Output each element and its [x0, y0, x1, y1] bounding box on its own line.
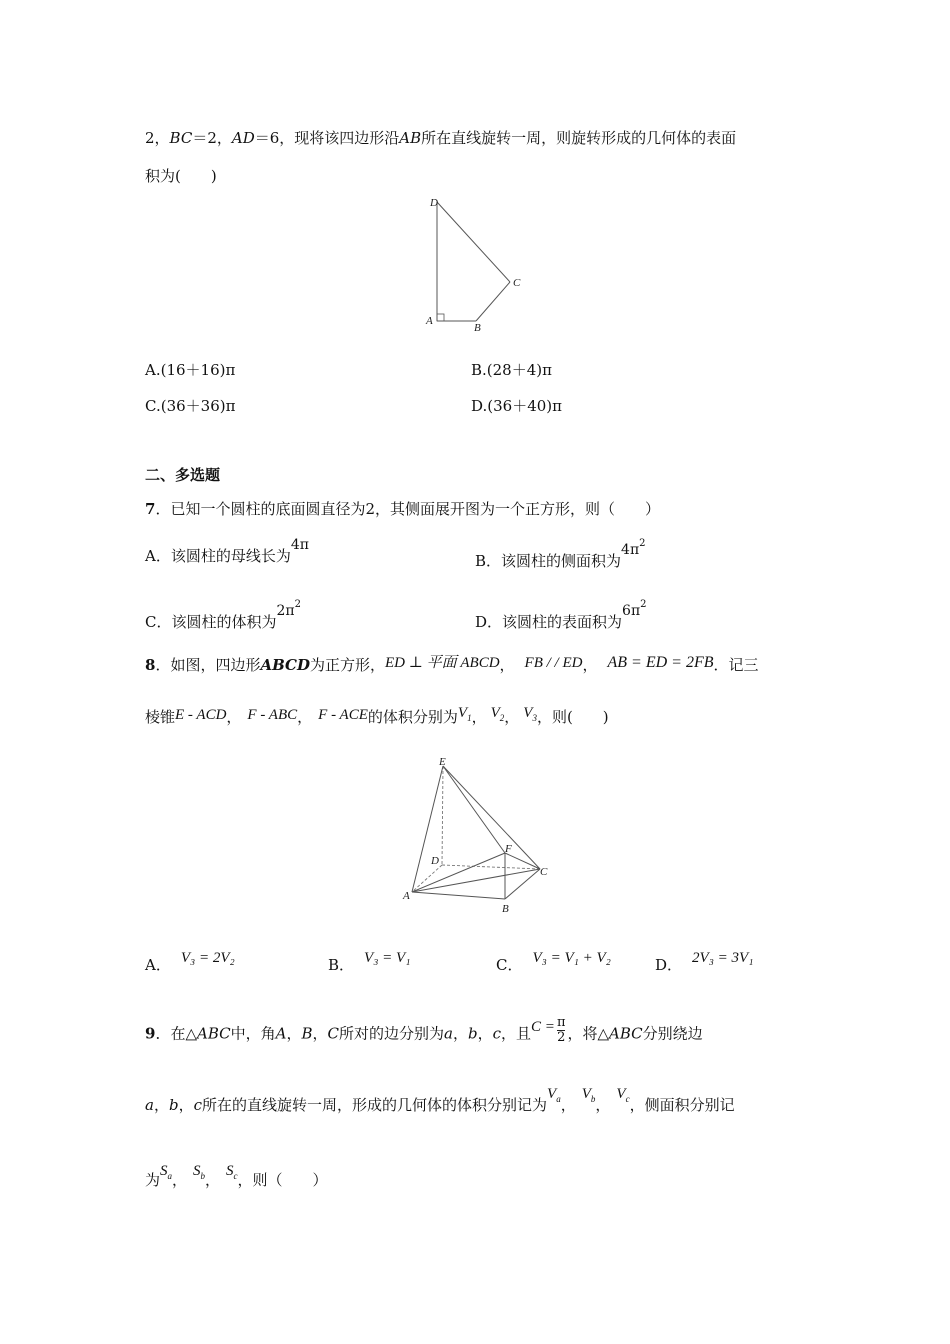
edge-fc [505, 853, 540, 869]
q7-d-label: D．该圆柱的表面积为 [475, 613, 623, 631]
q8-text: ， [226, 708, 242, 726]
q8-text: 的体积分别为 [367, 708, 458, 726]
edge-ea [412, 766, 443, 892]
q9-line1 [145, 1015, 703, 1049]
q8-v1-sub: 1 [467, 713, 472, 723]
q8-option-c[interactable] [496, 950, 611, 976]
q8-text: ．记三 [713, 656, 759, 674]
q8-pyramid-3: F - ACE [318, 707, 368, 723]
q8-b-formula: V₃ = V₁ [364, 950, 411, 966]
q7-text: ．已知一个圆柱的底面圆直径为2，其侧面展开图为一个正方形，则（ ） [155, 500, 660, 518]
q8-v3: V [523, 705, 533, 721]
q6-ad: AD [231, 129, 255, 147]
q8-pyramid-2: F - ABC [247, 707, 298, 723]
q6-bc: BC [169, 129, 193, 147]
q7-b-exponent: 2 [639, 538, 646, 549]
q8-line2 [145, 707, 609, 733]
q8-text: ， [499, 656, 515, 674]
q8-text: ， [582, 656, 598, 674]
right-angle-mark [437, 314, 444, 321]
q8-d-label: D． [655, 956, 683, 974]
q9-text: ， [560, 1096, 576, 1114]
q8-b-label: B． [328, 956, 355, 974]
q9-angle-c: C [327, 1024, 340, 1043]
q9-text: ， [452, 1024, 468, 1043]
q6-text: 2， [145, 129, 170, 147]
q8-c-label: C． [496, 956, 523, 974]
section-title: 二、多选题 [145, 466, 221, 484]
q8-text: ，则( ) [536, 708, 609, 726]
q9-angle-b: B [301, 1024, 313, 1043]
label-f: F [505, 843, 512, 855]
label-c: C [513, 277, 521, 289]
edge-ec [443, 766, 540, 869]
q8-text: ．如图，四边形 [155, 656, 261, 674]
q6-ab: AB [399, 129, 422, 147]
q7-number: 7 [145, 500, 156, 518]
q9-text: 所在的直线旋转一周，形成的几何体的体积分别记为 [202, 1096, 548, 1114]
q8-v3-sub: 3 [532, 713, 537, 723]
q9-condition-lhs: C = [531, 1018, 555, 1035]
q9-side-c: c [193, 1096, 202, 1114]
q9-side-b: b [468, 1024, 478, 1043]
q9-text: ， [153, 1096, 169, 1114]
q8-number: 8 [145, 656, 156, 674]
q9-va-sub: a [556, 1094, 561, 1104]
q8-text: ， [504, 708, 520, 726]
q9-fraction [557, 1016, 566, 1045]
q7-a-label: A．该圆柱的母线长为 [145, 547, 291, 565]
q9-fraction-denominator: 2 [557, 1030, 566, 1045]
q9-text: ， [595, 1096, 611, 1114]
q9-vc: V [616, 1086, 626, 1102]
q9-text: ， [205, 1171, 221, 1189]
q7-c-value: 2π [276, 603, 295, 619]
q7-stem [145, 499, 660, 519]
q7-b-label: B．该圆柱的侧面积为 [475, 552, 622, 570]
q8-a-formula: V₃ = 2V₂ [180, 950, 235, 966]
q9-sb: S [193, 1163, 201, 1179]
q9-text: ，侧面积分别记 [629, 1096, 735, 1114]
q9-sc: S [226, 1163, 234, 1179]
edge-bc [476, 282, 510, 321]
q8-v2: V [490, 705, 500, 721]
q9-text: 所对的边分别为 [339, 1024, 445, 1043]
q6-option-c[interactable]: C.(36＋36)π [145, 397, 236, 415]
q8-option-d[interactable] [655, 950, 754, 976]
q8-text: 为正方形， [310, 656, 386, 674]
q7-d-exponent: 2 [640, 599, 647, 610]
q7-b-value: 4π [621, 542, 640, 558]
q8-condition-parallel: FB / / ED [524, 655, 583, 671]
q9-text: ，且 [501, 1024, 532, 1043]
q7-d-value: 6π [622, 603, 641, 619]
q7-option-b[interactable] [475, 538, 646, 572]
q9-fraction-numerator: π [556, 1015, 566, 1030]
edge-ed [442, 766, 443, 865]
q6-option-b[interactable]: B.(28＋4)π [471, 361, 552, 379]
q7-c-label: C．该圆柱的体积为 [145, 613, 277, 631]
q8-d-formula: 2V₃ = 3V₁ [692, 950, 754, 966]
edge-ac [412, 869, 540, 892]
q9-sc-sub: c [233, 1171, 238, 1181]
q9-angle-a: A [275, 1024, 287, 1043]
q8-abcd: ABCD [260, 656, 310, 674]
pyramid-figure [395, 752, 560, 922]
q9-text: ， [286, 1024, 302, 1043]
q9-sa: S [160, 1163, 168, 1179]
label-d: D [431, 855, 439, 867]
label-d: D [430, 197, 438, 209]
q8-condition-lengths: AB = ED = 2FB [607, 654, 714, 671]
q7-option-c[interactable] [145, 599, 301, 633]
label-a: A [426, 315, 433, 327]
q8-text: ， [471, 708, 487, 726]
q8-option-a[interactable] [145, 950, 235, 976]
q8-line1 [145, 655, 759, 676]
edge-ef [443, 766, 505, 853]
q6-text: ＝2， [192, 129, 232, 147]
label-a: A [403, 890, 410, 902]
q9-abc: ABC [196, 1024, 231, 1043]
edge-ab [412, 892, 505, 899]
q6-line1 [145, 128, 736, 148]
q7-a-value: 4π [290, 537, 309, 553]
q8-v2-sub: 2 [499, 713, 505, 723]
q9-sa-sub: a [167, 1171, 173, 1181]
q9-line3 [145, 1163, 328, 1196]
label-e: E [439, 756, 446, 768]
q9-side-a: a [444, 1024, 453, 1043]
q9-side-c: c [492, 1024, 502, 1043]
q8-a-label: A． [145, 956, 171, 974]
q9-sb-sub: b [200, 1171, 206, 1181]
q7-option-a[interactable] [145, 537, 309, 567]
q6-text: ＝6，现将该四边形沿 [254, 129, 400, 147]
q9-line2 [145, 1086, 735, 1121]
q8-condition-perpendicular: ED ⊥ 平面 ABCD [385, 655, 500, 671]
q6-option-a[interactable]: A.(16＋16)π [145, 361, 236, 379]
q8-text: 棱锥 [145, 708, 176, 726]
label-b: B [502, 903, 509, 915]
q7-option-d[interactable] [475, 599, 647, 633]
q9-text: 中，角 [230, 1024, 276, 1043]
q9-text: ， [178, 1096, 194, 1114]
q6-option-d[interactable]: D.(36＋40)π [471, 397, 562, 415]
q8-v1: V [457, 705, 468, 721]
q6-text: 所在直线旋转一周，则旋转形成的几何体的表面 [421, 129, 737, 147]
label-c: C [540, 866, 548, 878]
q9-side-b: b [168, 1096, 179, 1114]
q9-text: ，将△ [567, 1024, 610, 1043]
label-b: B [474, 322, 481, 334]
trapezoid-figure [420, 190, 530, 335]
q9-side-a: a [145, 1096, 154, 1114]
q9-text: ，则（ ） [237, 1171, 328, 1189]
edge-cd [437, 202, 510, 282]
q9-text: ， [312, 1024, 328, 1043]
q9-va: V [547, 1086, 557, 1102]
q9-vb: V [581, 1086, 591, 1102]
q8-option-b[interactable] [328, 950, 411, 976]
q6-line2: 积为( ) [145, 167, 217, 185]
q9-text: ．在△ [155, 1024, 197, 1043]
edge-bc [505, 869, 540, 899]
q7-c-exponent: 2 [294, 599, 301, 610]
edge-dc [442, 865, 540, 869]
q9-vc-sub: c [625, 1094, 630, 1104]
q9-number: 9 [145, 1024, 156, 1043]
edge-da [412, 865, 442, 892]
q9-abc: ABC [609, 1024, 643, 1043]
q9-text: ， [172, 1171, 188, 1189]
q9-vb-sub: b [590, 1094, 596, 1104]
q8-pyramid-1: E - ACD [175, 707, 227, 723]
q9-text: 为 [145, 1171, 161, 1189]
q9-text: ， [477, 1024, 493, 1043]
q8-c-formula: V₃ = V₁ + V₂ [532, 950, 611, 966]
q8-text: ， [297, 708, 313, 726]
edge-af [412, 853, 505, 892]
q9-text: 分别绕边 [642, 1024, 703, 1043]
